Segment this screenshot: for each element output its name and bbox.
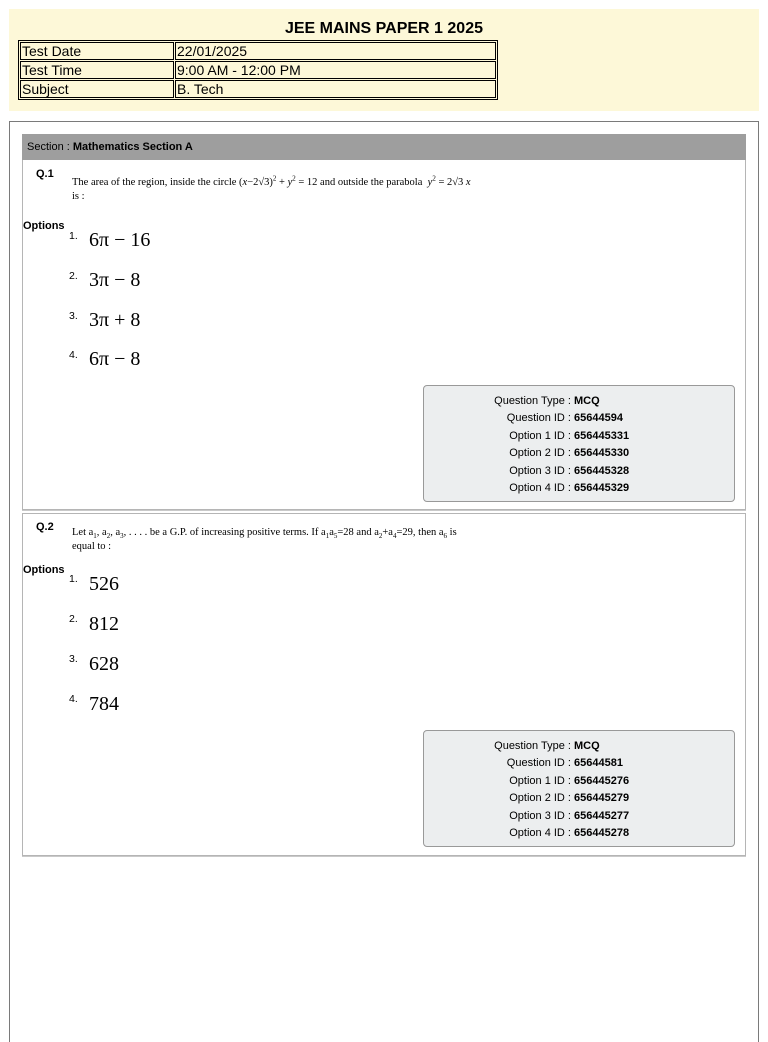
parabola-equation: $y^2 = 2√3$ x [427,174,471,188]
meta-value: 656445278 [574,827,630,840]
meta-value: 656445277 [574,809,630,822]
question-text-part: equal to : [72,541,112,552]
question-text-part: Let a [72,527,94,538]
meta-value: MCQ [574,740,600,752]
meta-label: Question Type : [494,395,571,407]
info-key: Test Date [20,42,174,60]
meta-row [424,755,734,772]
info-key: Subject [20,80,174,98]
meta-row [424,480,734,497]
question-text [72,176,572,204]
meta-label: Option 3 ID : [509,809,571,822]
meta-row [424,393,734,410]
options-label: Options [23,564,65,576]
exam-title: JEE MAINS PAPER 1 2025 [284,20,483,37]
meta-row [424,410,734,427]
meta-value: 656445276 [574,774,630,787]
meta-label: Option 4 ID : [509,827,571,840]
option-text: 628 [89,653,119,675]
question-text: Let $a_1$, $a_2$, $a_3$, . . . . be a G.P. of increasing positive terms. If $a_1a_5=28$ and $a_2+a_4=29$, then $a_6$ is equal to : [72,527,457,552]
meta-row [424,773,734,790]
option-number: 4. [69,349,78,361]
meta-row [424,825,734,842]
option-number: 2. [69,613,78,625]
info-row-time [20,61,496,79]
meta-label: Option 2 ID : [509,447,571,460]
info-value: 9:00 AM - 12:00 PM [175,61,496,79]
meta-value: 65644594 [574,412,623,425]
meta-label: Question Type : [494,740,571,752]
question-text-part: is [449,527,457,538]
info-value: 22/01/2025 [175,42,496,60]
option-text: 3π + 8 [89,309,141,331]
option-text: 784 [89,693,119,715]
meta-row [424,808,734,825]
meta-label: Option 4 ID : [509,482,571,495]
meta-label: Option 1 ID : [509,429,571,442]
question-text-part: be a G.P. of increasing positive terms. If a [149,527,326,538]
meta-value: MCQ [574,395,600,407]
option-text: 6π − 8 [89,348,141,370]
option-number: 3. [69,310,78,322]
meta-label: Option 1 ID : [509,774,571,787]
meta-label: Option 3 ID : [509,464,571,477]
question-text-part: is : [72,191,85,202]
option-number: 2. [69,270,78,282]
question-meta-box [423,385,735,502]
meta-label: Question ID : [506,412,571,425]
meta-value: 656445331 [574,429,630,442]
info-row-date [20,42,496,60]
section-name: Mathematics Section A [72,141,193,153]
question-text-part: The area of the region, inside the circle [72,177,237,188]
meta-row [424,738,734,755]
option-text: 3π − 8 [89,269,141,291]
meta-row [424,790,734,807]
meta-row [424,463,734,480]
question-number: Q.2 [36,521,54,533]
option-number: 1. [69,573,78,585]
meta-row [424,445,734,462]
meta-value: 65644581 [574,757,623,770]
question-number: Q.1 [36,168,54,180]
meta-row [424,428,734,445]
meta-label: Option 2 ID : [509,792,571,805]
question-text-part: then a [418,527,444,538]
meta-value: 656445279 [574,792,630,805]
question-meta-box [423,730,735,847]
circle-equation: $(x-2√3)^2 + y^2 = 12$ [239,174,318,188]
meta-label: Question ID : [506,757,571,770]
question-block-2 [22,513,746,856]
option-text: 6π − 16 [89,229,151,251]
question-block-1 [22,160,746,510]
meta-value: 656445330 [574,447,630,460]
option-number: 1. [69,230,78,242]
section-header [22,134,746,160]
option-number: 3. [69,653,78,665]
meta-value: 656445329 [574,482,630,495]
option-text: 812 [89,613,119,635]
exam-info-table [18,40,498,100]
option-text: 526 [89,573,119,595]
info-row-subject [20,80,496,98]
options-label: Options [23,220,65,232]
info-key: Test Time [20,61,174,79]
info-value: B. Tech [175,80,496,98]
exam-header [9,9,759,111]
meta-value: 656445328 [574,464,630,477]
option-number: 4. [69,693,78,705]
section-prefix: Section : [27,141,73,153]
question-text-part: and outside the parabola [320,177,423,188]
